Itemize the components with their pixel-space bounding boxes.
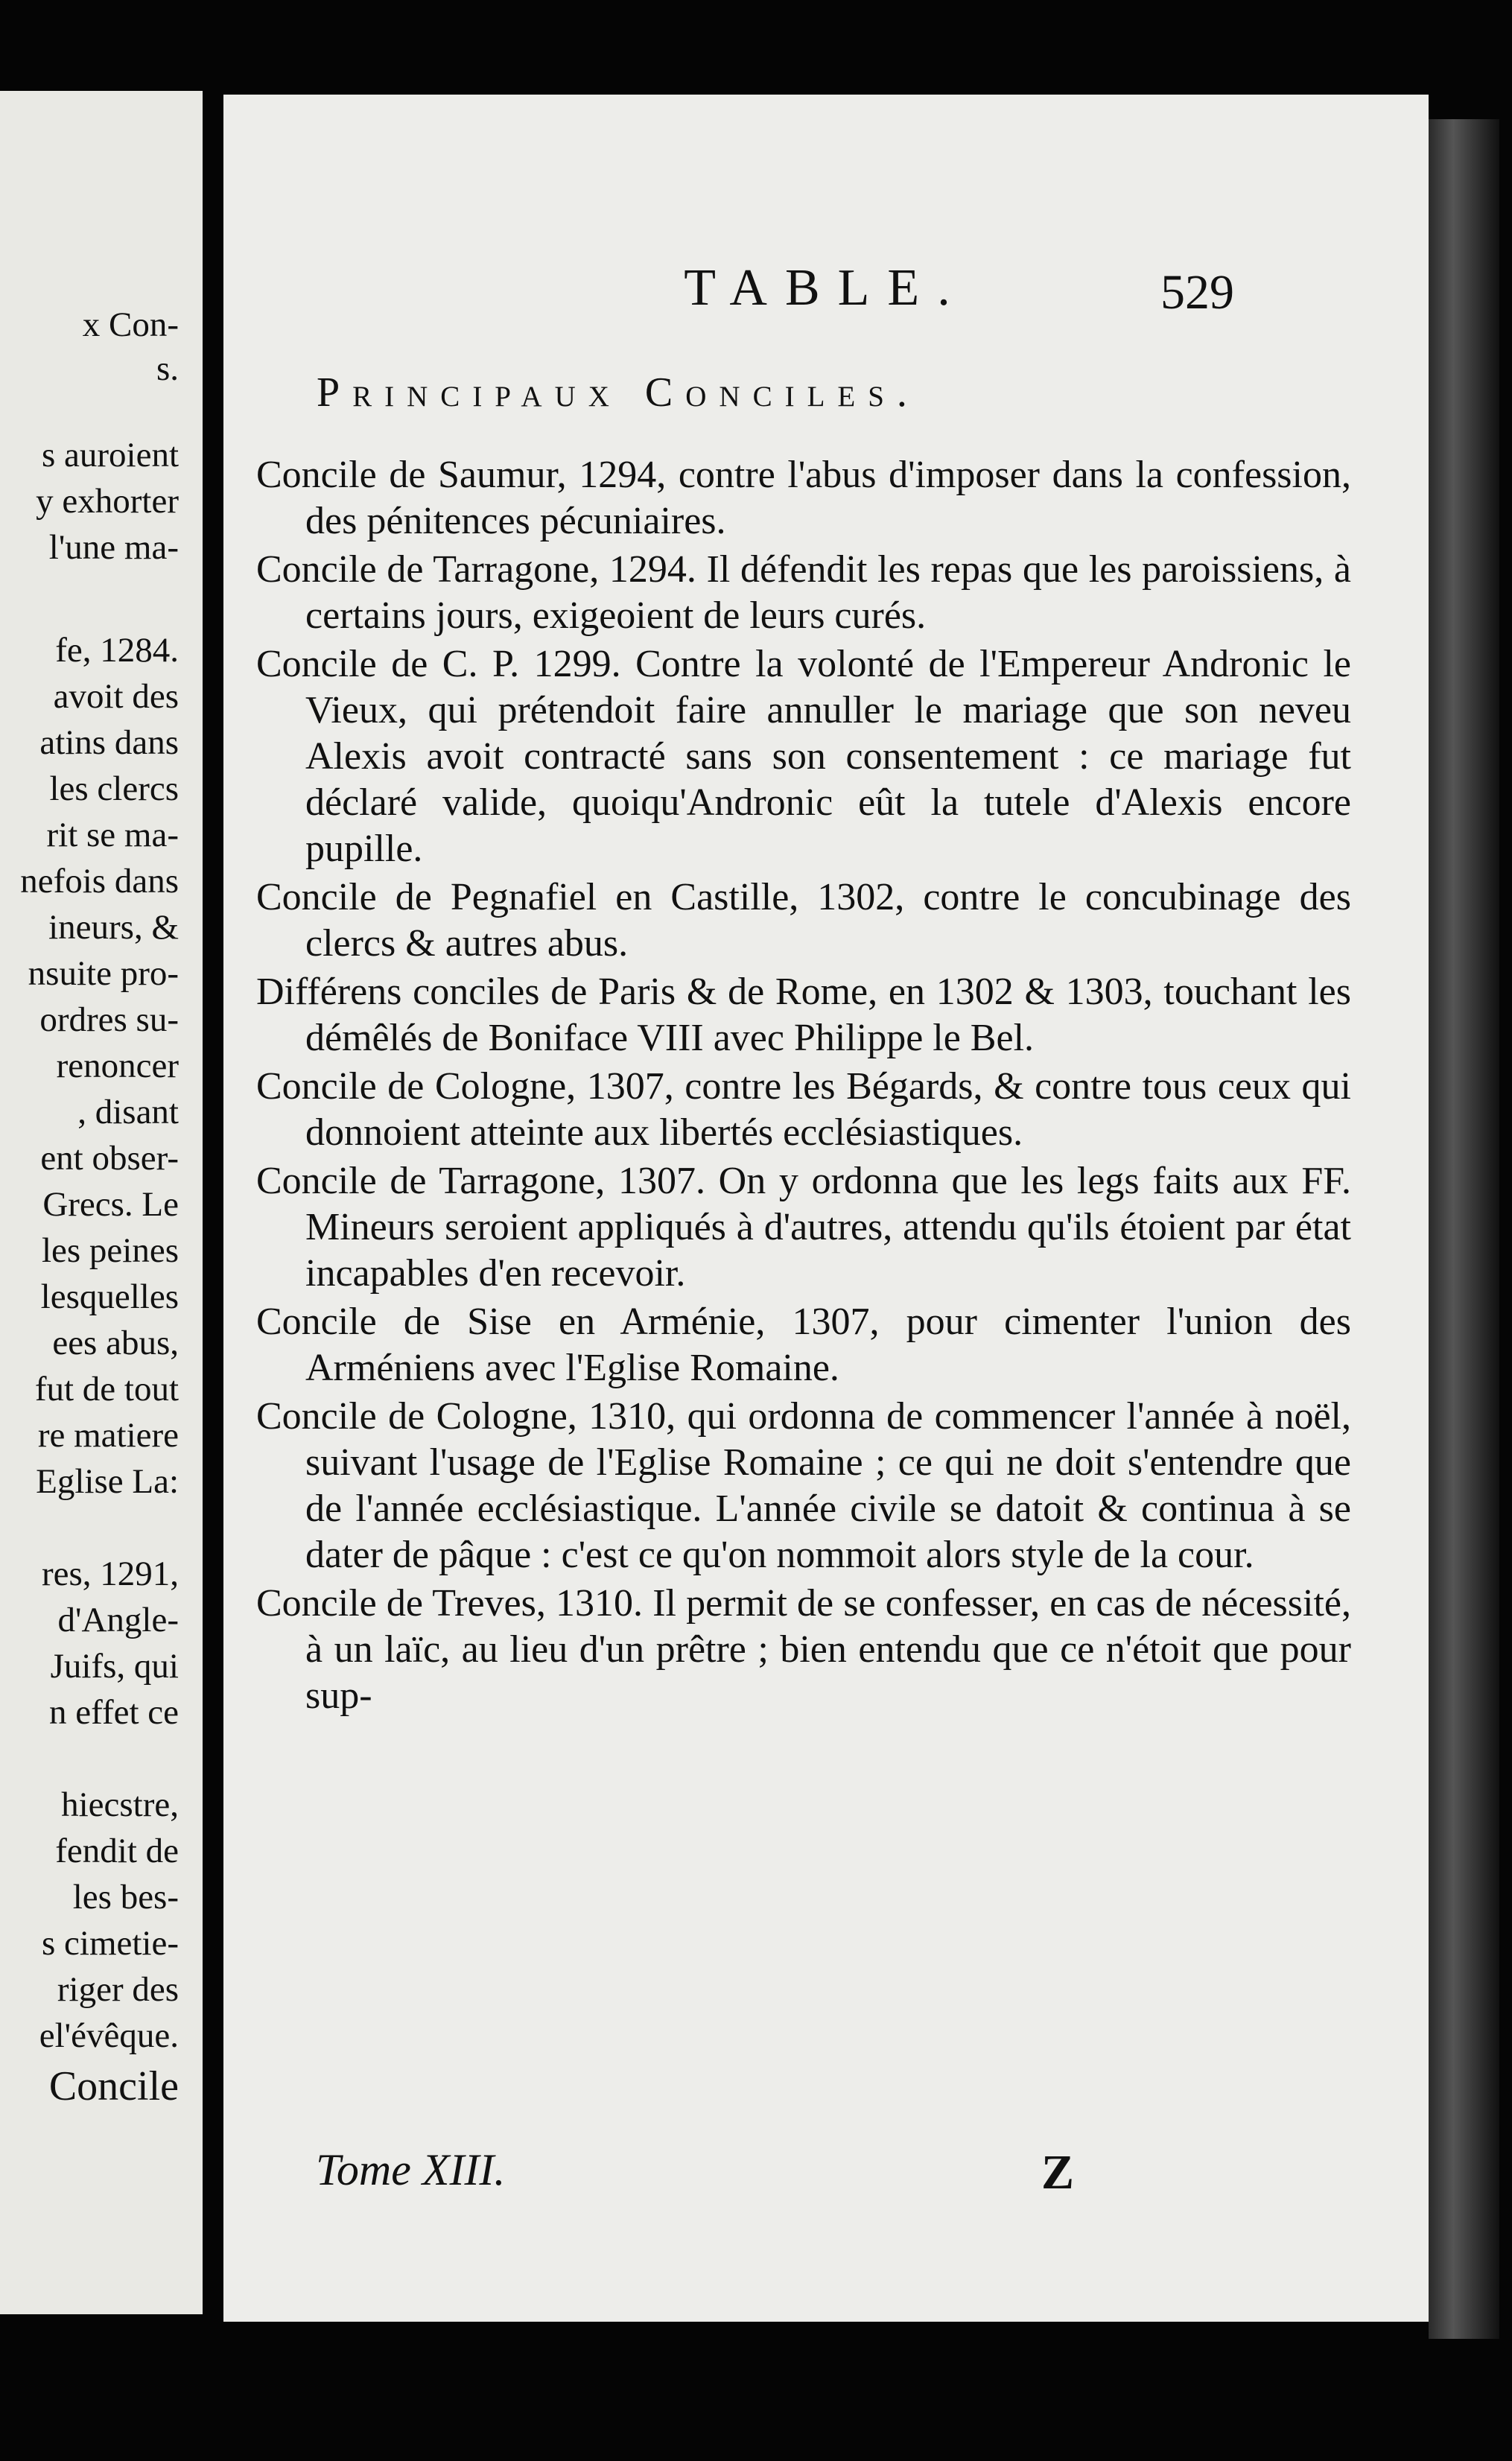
left-line: nefois dans [20,862,179,901]
left-line: ineurs, & [48,908,179,947]
list-item: Différens conciles de Paris & de Rome, en 1302 & 1303, touchant les démêlés de Boniface VIII avec Philippe le Bel. [256,971,1351,1059]
left-line: d'Angle- [57,1601,179,1639]
left-line: riger des [57,1970,179,2009]
entry-list [256,452,1351,1721]
left-line: fe, 1284. [55,631,179,670]
left-line: lesquelles [40,1277,179,1316]
page-number: 529 [1160,265,1234,320]
left-line: Grecs. Le [42,1185,179,1224]
left-line: s auroient [41,436,179,474]
list-item: Concile de Treves, 1310. Il permit de se confesser, en cas de nécessité, à un laïc, au lieu d'un prêtre ; bien entendu que ce n'étoit que pour sup- [256,1582,1351,1717]
left-line: fut de tout [34,1370,179,1409]
left-line: y exhorter [36,482,179,521]
left-line: les clercs [49,769,179,808]
left-page-fragment [0,91,203,2314]
list-item: Concile de Cologne, 1310, qui ordonna de commencer l'année à noël, suivant l'usage de l'Eglise Romaine ; ce qui ne doit s'entendre que de l'année ecclésiastique. L'année civile se datoit & continua à se dater de pâque : c'est ce qu'on nommoit alors style de la cour. [256,1395,1351,1576]
left-line: ent obser- [40,1139,179,1178]
list-item: Concile de C. P. 1299. Contre la volonté de l'Empereur Andronic le Vieux, qui prétendoit faire annuller le mariage que son neveu Alexis avoit contracté sans son consentement : ce mariage fut déclaré valide, quoiqu'Andronic eût la tutele d'Alexis encore pupille. [256,643,1351,870]
list-item: Concile de Saumur, 1294, contre l'abus d'imposer dans la confession, des pénitences pécuniaires. [256,454,1351,542]
footer-signature-mark: Z [1041,2145,1075,2200]
left-line: s cimetie- [41,1924,179,1963]
left-line: nsuite pro- [28,954,179,993]
section-title: Principaux Conciles. [317,369,920,416]
left-line: ordres su- [39,1000,179,1039]
left-line: n effet ce [49,1693,179,1732]
running-head: TABLE. [684,259,968,317]
left-line: Concile [48,2063,179,2109]
footer-signature: Tome XIII. [316,2145,506,2194]
left-line: re matiere [37,1416,179,1455]
left-line: les peines [41,1231,179,1270]
left-line: avoit des [53,677,179,716]
left-line: atins dans [39,723,179,762]
left-line: renoncer [56,1047,179,1085]
left-line: ees abus, [52,1324,179,1362]
list-item: Concile de Pegnafiel en Castille, 1302, contre le concubinage des clercs & autres abus. [256,876,1351,965]
left-line: hiecstre, [61,1785,179,1824]
left-line: , disant [77,1093,179,1131]
left-line: rit se ma- [46,816,179,854]
left-line: Juifs, qui [50,1647,179,1686]
left-line: s. [156,349,179,388]
page-edge-shadow [1429,119,1499,2339]
left-line: les bes- [72,1878,179,1917]
left-line: x Con- [82,305,179,344]
left-line: l'une ma- [48,528,179,567]
list-item: Concile de Tarragone, 1307. On y ordonna que les legs faits aux FF. Mineurs seroient appliqués à d'autres, attendu qu'ils étoient par état incapables d'en recevoir. [256,1160,1351,1295]
list-item: Concile de Sise en Arménie, 1307, pour cimenter l'union des Arméniens avec l'Eglise Romaine. [256,1301,1351,1389]
left-line: fendit de [55,1832,179,1870]
main-page [223,95,1429,2322]
list-item: Concile de Tarragone, 1294. Il défendit les repas que les paroissiens, à certains jours, exigeoient de leurs curés. [256,548,1351,637]
left-line: Eglise La: [36,1462,179,1501]
list-item: Concile de Cologne, 1307, contre les Bégards, & contre tous ceux qui donnoient atteinte aux libertés ecclésiastiques. [256,1065,1351,1154]
left-line: res, 1291, [41,1555,179,1593]
left-line: el'évêque. [39,2016,179,2055]
